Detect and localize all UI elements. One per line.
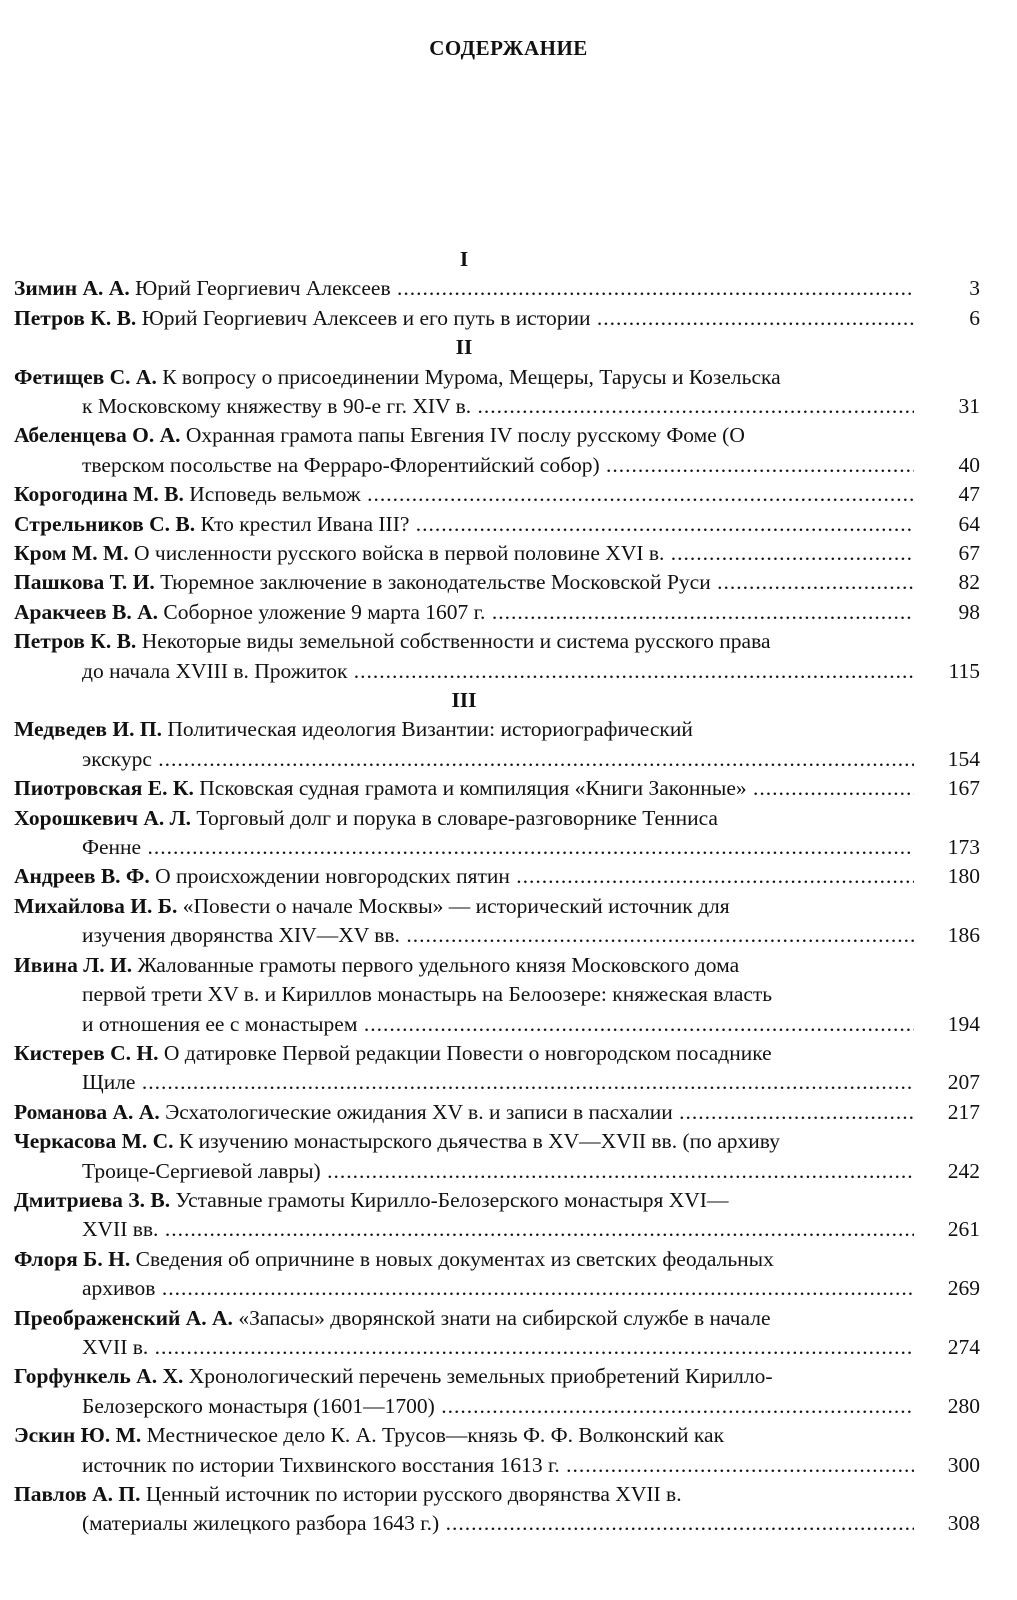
entry-title-line: к Московскому княжеству в 90-е гг. XIV в. — [82, 394, 472, 418]
toc-entry[interactable] — [14, 510, 990, 539]
entry-author: Романова А. А. — [14, 1099, 160, 1124]
entry-author: Медведев И. П. — [14, 717, 162, 742]
entry-page-number: 154 — [947, 746, 980, 771]
entry-author: Зимин А. А. — [14, 276, 130, 301]
toc-entry[interactable] — [14, 1362, 990, 1421]
entry-page-number: 167 — [947, 776, 980, 801]
toc-entry[interactable] — [14, 421, 990, 480]
entry-title-line: «Запасы» дворянской знати на сибирской службе в начале — [238, 1305, 771, 1330]
entry-title-line: Соборное уложение 9 марта 1607 г. — [163, 599, 486, 624]
entry-author: Пиотровская Е. К. — [14, 776, 194, 801]
entry-page-number: 47 — [958, 482, 980, 507]
toc-entry[interactable] — [14, 363, 990, 422]
entry-author: Преображенский А. А. — [14, 1305, 233, 1330]
entry-page-number: 280 — [947, 1393, 980, 1418]
toc-entry[interactable] — [14, 1127, 990, 1186]
entry-author: Фетищев С. А. — [14, 364, 157, 389]
toc-entry[interactable] — [14, 274, 990, 303]
entry-title-line: Эсхатологические ожидания XV в. и записи в пасхалии — [165, 1099, 673, 1124]
entry-title-line: (материалы жилецкого разбора 1643 г.) — [82, 1511, 440, 1536]
toc-entry[interactable] — [14, 1480, 990, 1539]
entry-title-line: Юрий Георгиевич Алексеев — [135, 276, 391, 301]
section-numeral: I — [459, 247, 469, 271]
entry-title-line: Политическая идеология Византии: историографический — [167, 717, 693, 742]
entry-title-line: Фенне — [82, 835, 142, 860]
entry-author: Петров К. В. — [14, 629, 137, 654]
toc-entry[interactable] — [14, 774, 990, 803]
entry-title-line: Тюремное заключение в законодательстве Московской Руси — [160, 570, 711, 595]
toc-entry[interactable] — [14, 862, 990, 891]
entry-title-line: К изучению монастырского дьячества в XV—XVII вв. (по архиву — [178, 1129, 780, 1154]
entry-title-line: Юрий Георгиевич Алексеев и его путь в истории — [141, 305, 591, 330]
entry-title-line: Исповедь вельмож — [189, 482, 361, 507]
entry-title-line: Местническое дело К. А. Трусов—князь Ф. Ф. Волконский как — [146, 1423, 725, 1448]
entry-title-line: О происхождении новгородских пятин — [155, 864, 510, 889]
entry-title-line: XVII в. — [82, 1334, 149, 1359]
entry-title-line: Сведения об опричнине в новых документах из светских феодальных — [135, 1246, 774, 1271]
entry-page-number: 64 — [958, 511, 980, 536]
entry-page-number: 242 — [947, 1158, 980, 1183]
entry-author: Эскин Ю. М. — [14, 1423, 142, 1448]
entry-author: Михайлова И. Б. — [14, 893, 178, 918]
entry-author: Горфункель А. Х. — [14, 1364, 184, 1389]
toc-entry[interactable] — [14, 1421, 990, 1480]
toc-entry[interactable] — [14, 804, 990, 863]
entry-title-line: Торговый долг и порука в словаре-разговорнике Тенниса — [196, 805, 718, 830]
toc-entry[interactable] — [14, 480, 990, 509]
entry-page-number: 207 — [947, 1070, 980, 1095]
entry-author: Андреев В. Ф. — [14, 864, 150, 889]
entry-title-line: XVII вв. — [82, 1217, 159, 1242]
entry-page-number: 186 — [947, 923, 980, 948]
section-numeral: III — [451, 688, 477, 713]
toc-entry[interactable] — [14, 1098, 990, 1127]
entry-page-number: 115 — [948, 658, 980, 683]
entry-title-line: Белозерского монастыря (1601—1700) — [82, 1393, 435, 1418]
entry-title-line: тверском посольстве на Ферраро-Флорентийский собор) — [82, 452, 600, 477]
entry-title-line: Хронологический перечень земельных приобретений Кирилло- — [188, 1364, 773, 1389]
entry-title-line: Ценный источник по истории русского дворянства XVII в. — [145, 1482, 682, 1507]
entry-title-line: и отношения ее с монастырем — [82, 1011, 358, 1036]
entry-author: Кистерев С. Н. — [14, 1040, 159, 1065]
entry-page-number: 40 — [958, 452, 980, 477]
toc-entry[interactable] — [14, 951, 990, 1039]
page-title: СОДЕРЖАНИЕ — [429, 36, 588, 60]
entry-page-number: 269 — [947, 1276, 980, 1301]
entry-title-line: Кто крестил Ивана III? — [200, 511, 410, 536]
entry-title-line: О численности русского войска в первой половине XVI в. — [134, 541, 665, 566]
entry-author: Флоря Б. Н. — [14, 1246, 131, 1271]
entry-title-line: первой трети XV в. и Кириллов монастырь на Белоозере: княжеская власть — [82, 982, 773, 1007]
entry-page-number: 261 — [947, 1217, 980, 1242]
entry-author: Кром М. М. — [14, 541, 129, 566]
toc-entry[interactable] — [14, 1304, 990, 1363]
entry-author: Абеленцева О. А. — [14, 423, 181, 448]
entry-page-number: 180 — [947, 864, 980, 889]
entry-author: Черкасова М. С. — [14, 1129, 174, 1154]
entry-author: Дмитриева З. В. — [14, 1187, 171, 1212]
entry-author: Ивина Л. И. — [14, 952, 133, 977]
entry-title-line: О датировке Первой редакции Повести о новгородском посаднике — [163, 1040, 772, 1065]
entry-title-line: Щиле — [82, 1070, 136, 1095]
entry-page-number: 274 — [947, 1334, 980, 1359]
entry-page-number: 173 — [947, 835, 980, 860]
entry-page-number: 300 — [947, 1452, 980, 1477]
entry-title-line: до начала XVIII в. Прожиток — [82, 658, 348, 683]
entry-title-line: Псковская судная грамота и компиляция «Книги Законные» — [199, 776, 747, 801]
toc-entry[interactable] — [14, 1245, 990, 1304]
entry-page-number: 6 — [969, 305, 980, 330]
entry-title-line: Троице-Сергиевой лавры) — [82, 1158, 321, 1183]
entry-title-line: Жалованные грамоты первого удельного князя Московского дома — [137, 952, 740, 977]
entry-title-line: Охранная грамота папы Евгения IV послу русскому Фоме (О — [185, 423, 745, 448]
section-numeral: II — [455, 335, 473, 360]
toc-entry[interactable] — [14, 1039, 990, 1098]
entry-title-line: архивов — [82, 1276, 156, 1301]
toc-entry[interactable] — [14, 598, 990, 627]
entry-title-line: Некоторые виды земельной собственности и система русского права — [141, 629, 771, 654]
entry-page-number: 217 — [947, 1099, 980, 1124]
table-of-contents — [14, 245, 990, 1539]
entry-page-number: 194 — [947, 1011, 980, 1036]
entry-page-number: 308 — [947, 1511, 980, 1536]
toc-entry[interactable] — [14, 715, 990, 774]
entry-page-number: 67 — [958, 541, 980, 566]
toc-entry[interactable] — [14, 627, 990, 686]
toc-entry[interactable] — [14, 304, 990, 333]
toc-entry[interactable] — [14, 892, 990, 951]
entry-author: Стрельников С. В. — [14, 511, 196, 536]
entry-author: Петров К. В. — [14, 305, 137, 330]
entry-title-line: экскурс — [82, 746, 152, 771]
entry-author: Пашкова Т. И. — [14, 570, 155, 595]
toc-entry[interactable] — [14, 1186, 990, 1245]
toc-entry[interactable] — [14, 539, 990, 568]
entry-title-line: «Повести о начале Москвы» — исторический источник для — [182, 893, 730, 918]
entry-page-number: 82 — [958, 570, 980, 595]
toc-entry[interactable] — [14, 568, 990, 597]
entry-page-number: 98 — [958, 599, 980, 624]
entry-author: Корогодина М. В. — [14, 482, 184, 507]
entry-author: Аракчеев В. А. — [14, 599, 158, 624]
entry-title-line: Уставные грамоты Кирилло-Белозерского монастыря XVI— — [175, 1187, 729, 1212]
entry-title-line: источник по истории Тихвинского восстания 1613 г. — [82, 1452, 560, 1477]
entry-author: Хорошкевич А. Л. — [14, 805, 192, 830]
entry-author: Павлов А. П. — [14, 1482, 141, 1507]
entry-page-number: 31 — [958, 394, 980, 418]
entry-title-line: К вопросу о присоединении Мурома, Мещеры, Тарусы и Козельска — [162, 364, 781, 389]
entry-page-number: 3 — [969, 276, 980, 301]
entry-title-line: изучения дворянства XIV—XV вв. — [82, 923, 400, 948]
